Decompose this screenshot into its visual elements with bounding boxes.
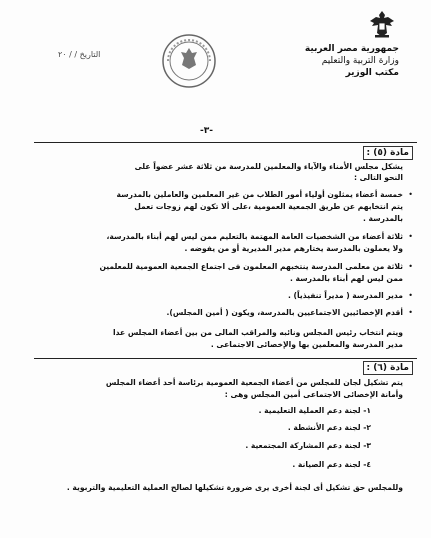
article-5-closing-1: ويتم انتخاب رئيس المجلس ونائبه والمراقب المالى من بين أعضاء المجلس عدا <box>113 328 403 337</box>
article-6-line-2: وأمانة الإخصائى الاجتماعى أمين المجلس وهى : <box>224 390 403 399</box>
article-5-item-4: مدير المدرسة ( مديراً تنفيذياً) . <box>288 291 403 300</box>
article-5-item-3-line-2: ممن ليس لهم أبناء بالمدرسة . <box>290 274 403 283</box>
bullet-icon: • <box>408 308 413 317</box>
header-office: مكتب الوزير <box>345 68 399 78</box>
bullet-icon: • <box>408 190 413 199</box>
article-5-item-2-line-1: ثلاثة أعضاء من الشخصيات العامة المهتمة بالتعليم ممن ليس لهم أبناء بالمدرسة، <box>106 232 403 241</box>
committee-item-4: ٤- لجنة دعم الصيانة . <box>292 460 371 469</box>
article-5-closing-2: مدير المدرسة والمعلمين بها والإخصائى الاجتماعى . <box>210 340 403 349</box>
date-field: التاريخ / / ٢٠ <box>58 50 101 59</box>
article-5-item-5: أقدم الإخصائيين الاجتماعيين بالمدرسة، ويكون ( أمين المجلس). <box>166 308 403 317</box>
divider-top <box>34 142 417 143</box>
article-5-item-1-line-3: بالمدرسة . <box>362 214 403 223</box>
article-5-item-3-line-1: ثلاثة من معلمى المدرسة ينتخبهم المعلمون فى اجتماع الجمعية العمومية للمعلمين <box>99 262 403 271</box>
header-country: جمهورية مصر العربية <box>304 44 399 54</box>
article-5-intro-2: النحو التالى : <box>353 173 403 182</box>
article-6-closing: وللمجلس حق تشكيل أى لجنة أخرى يرى ضرورة تشكيلها لصالح العملية التعليمية والتربوية . <box>66 483 403 492</box>
bullet-icon: • <box>408 291 413 300</box>
bullet-icon: • <box>408 262 413 271</box>
committee-item-2: ٢- لجنة دعم الأنشطة . <box>287 423 371 432</box>
article-6-line-1: يتم تشكيل لجان للمجلس من أعضاء الجمعية العمومية برئاسة أحد أعضاء المجلس <box>105 378 403 387</box>
article-5-item-1-line-2: يتم انتخابهم عن طريق الجمعية العمومية ،على ألا تكون لهم زوجات تعمل <box>134 202 403 211</box>
article-5-title: مادة (٥) : <box>363 146 414 160</box>
divider-middle <box>34 358 417 359</box>
eagle-emblem-icon <box>368 9 396 39</box>
article-5-item-1-line-1: خمسة أعضاء يمثلون أولياء أمور الطلاب من غير المعلمين والعاملين بالمدرسة <box>116 190 403 199</box>
bullet-icon: • <box>408 232 413 241</box>
article-6-title: مادة (٦) : <box>363 361 414 375</box>
article-5-intro-1: يشكل مجلس الأمناء والآباء والمعلمين للمدرسة من ثلاثة عشر عضواً على <box>134 162 403 171</box>
page-number: -٣- <box>200 126 213 136</box>
committee-item-1: ١- لجنة دعم العملية التعليمية . <box>258 406 371 415</box>
official-stamp-icon <box>160 32 218 90</box>
article-5-item-2-line-2: ولا يعملون بالمدرسة يختارهم مدير المديرية أو من يفوضه . <box>184 244 403 253</box>
header-ministry: وزارة التربية والتعليم <box>321 56 399 66</box>
committee-item-3: ٣- لجنة دعم المشاركة المجتمعية . <box>245 441 371 450</box>
